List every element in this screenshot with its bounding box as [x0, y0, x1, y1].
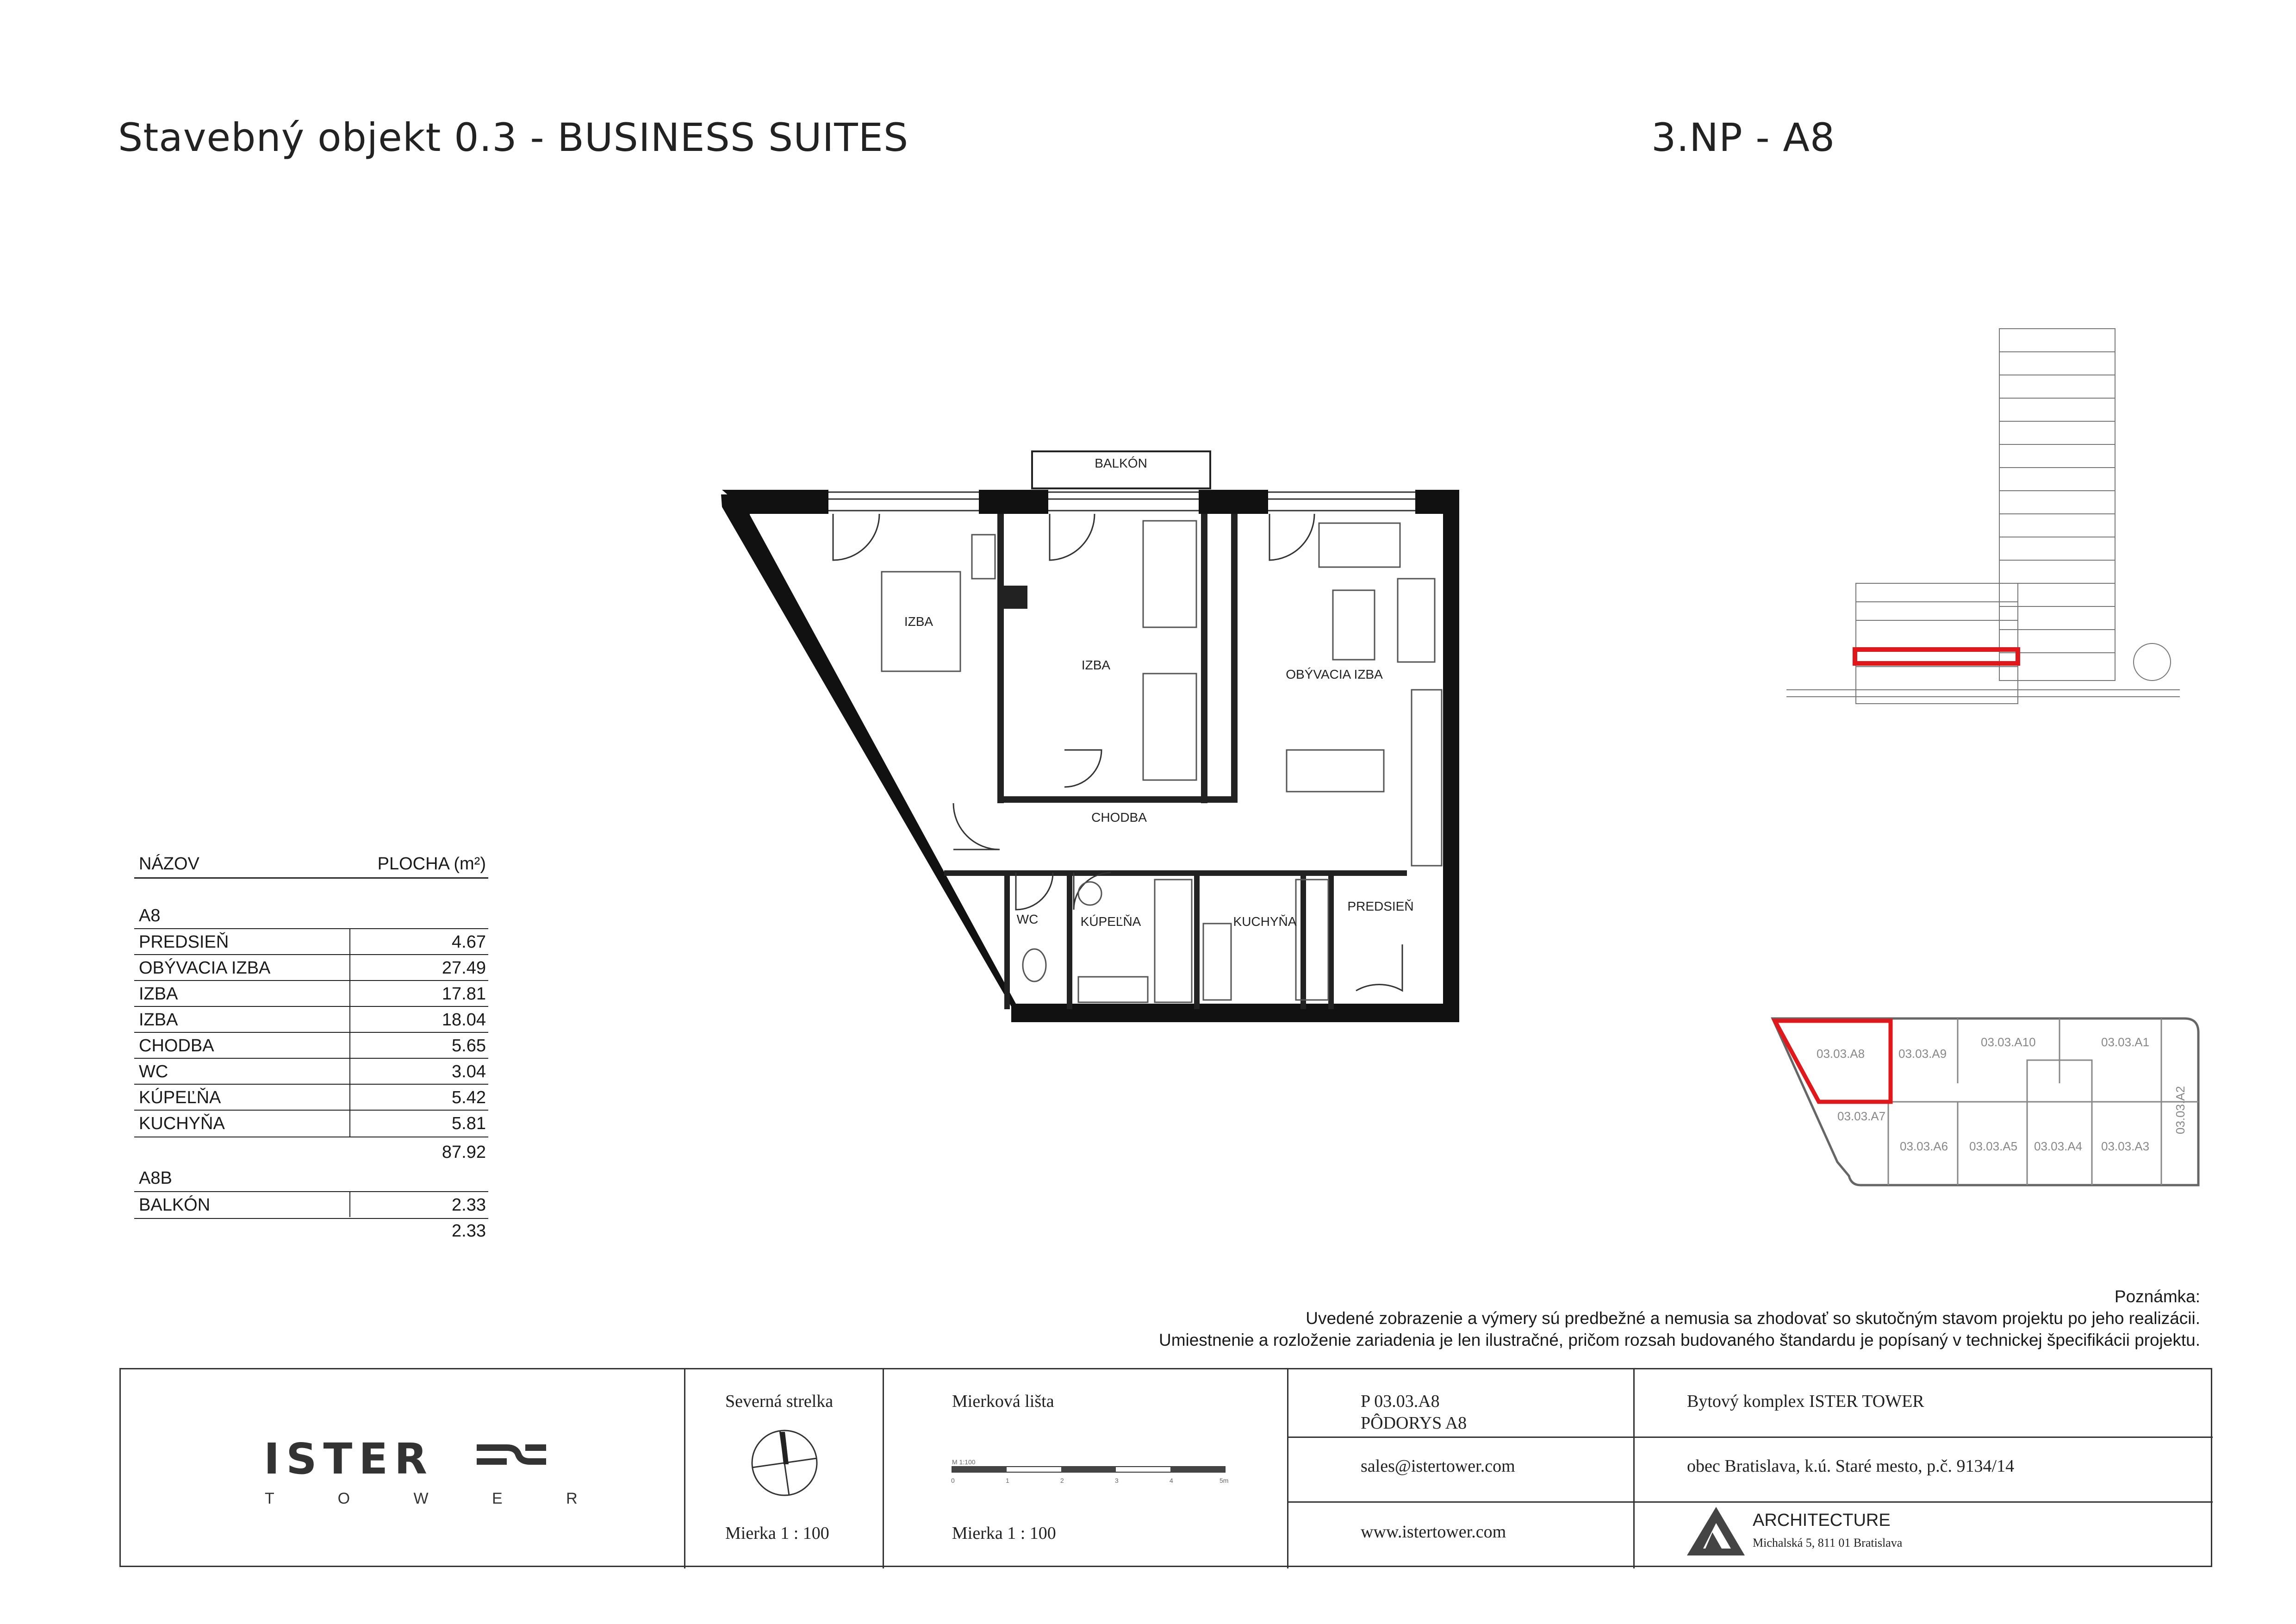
tower-logo-sub: T O W E R	[265, 1490, 607, 1507]
scalebar-small-label: M 1:100	[952, 1458, 976, 1466]
scale-bar	[951, 1466, 1233, 1475]
unit-title: 3.NP - A8	[1651, 115, 1836, 160]
website-link[interactable]: www.istertower.com	[1361, 1522, 1506, 1542]
project-title: Stavebný objekt 0.3 - BUSINESS SUITES	[118, 115, 909, 160]
table-row	[134, 1032, 488, 1059]
group-total-value: 87.92	[442, 1143, 486, 1162]
scale-text: Mierka 1 : 100	[725, 1524, 829, 1543]
group-header	[134, 903, 488, 929]
note-heading: Poznámka:	[2114, 1287, 2200, 1306]
key-plan	[1768, 1009, 2212, 1204]
drawing-code: P 03.03.A8	[1361, 1392, 1440, 1411]
table-row	[134, 1084, 488, 1111]
email-link[interactable]: sales@istertower.com	[1361, 1456, 1515, 1476]
architect-address: Michalská 5, 811 01 Bratislava	[1753, 1536, 1903, 1549]
table-row	[134, 1006, 488, 1033]
table-col-divider	[349, 928, 350, 1137]
table-divider	[134, 877, 488, 879]
keyplan-unit: 03.03.A5	[1969, 1139, 2018, 1153]
keyplan-unit: 03.03.A8	[1817, 1047, 1865, 1061]
row-area: 5.65	[452, 1036, 486, 1056]
bathroom-label: KÚPEĽŇA	[1080, 914, 1141, 929]
row-area: 27.49	[442, 958, 486, 978]
keyplan-unit: 03.03.A4	[2034, 1139, 2083, 1153]
keyplan-unit: 03.03.A7	[1837, 1109, 1886, 1123]
row-name: OBÝVACIA IZBA	[139, 958, 271, 978]
group-header	[134, 1165, 488, 1191]
row-area: 5.81	[452, 1114, 486, 1133]
row-name: IZBA	[139, 1010, 178, 1030]
ister-logo: ISTER	[264, 1434, 434, 1484]
row-name: KÚPEĽŇA	[139, 1088, 221, 1107]
table-row	[134, 1191, 488, 1219]
table-row	[134, 980, 488, 1007]
table-col-divider	[349, 1191, 350, 1217]
scale-tick: 0	[951, 1477, 955, 1484]
row-name: KUCHYŇA	[139, 1114, 225, 1133]
drawing-name: PÔDORYS A8	[1361, 1413, 1467, 1433]
row-name: IZBA	[139, 984, 178, 1004]
keyplan-unit: 03.03.A3	[2101, 1139, 2150, 1153]
table-header	[134, 851, 488, 877]
keyplan-unit: 03.03.A6	[1900, 1139, 1948, 1153]
scale-tick: 3	[1115, 1477, 1119, 1484]
interior-walls	[944, 514, 1407, 1009]
row-area: 3.04	[452, 1062, 486, 1081]
kitchen-label: KUCHYŇA	[1233, 914, 1297, 929]
project-name: Bytový komplex ISTER TOWER	[1687, 1392, 1924, 1411]
north-arrow-label: Severná strelka	[725, 1392, 834, 1411]
scale-tick: 2	[1060, 1477, 1064, 1484]
living-room-label: OBÝVACIA IZBA	[1286, 667, 1383, 681]
balcony-label: BALKÓN	[1095, 456, 1147, 470]
group-total	[134, 1218, 488, 1244]
row-area: 5.42	[452, 1088, 486, 1107]
row-name: BALKÓN	[139, 1195, 211, 1215]
note-line: Uvedené zobrazenie a výmery sú predbežné a nemusia sa zhodovať so skutočným stavom projektu po jeho realizácii.	[1306, 1309, 2200, 1328]
col-name-header: NÁZOV	[139, 854, 199, 874]
scalebar-label: Mierková lišta	[952, 1392, 1054, 1411]
logo-wave-icon	[474, 1441, 548, 1473]
table-row	[134, 928, 488, 955]
keyplan-unit: 03.03.A10	[1981, 1035, 2036, 1049]
tower-elevation-icon	[1782, 324, 2189, 731]
row-area: 18.04	[442, 1010, 486, 1030]
col-area-header: PLOCHA (m²)	[377, 854, 486, 874]
scale-tick: 5m	[1220, 1477, 1229, 1484]
scale-tick: 1	[1006, 1477, 1009, 1484]
keyplan-unit: 03.03.A1	[2101, 1035, 2150, 1049]
group-total	[134, 1139, 488, 1165]
wc-label: WC	[1016, 912, 1039, 926]
scale-text: Mierka 1 : 100	[952, 1524, 1056, 1543]
row-area: 2.33	[452, 1195, 486, 1215]
row-name: PREDSIEŇ	[139, 932, 229, 952]
row-name: CHODBA	[139, 1036, 214, 1056]
row-area: 4.67	[452, 932, 486, 952]
architect-name: ARCHITECTURE	[1753, 1511, 1891, 1530]
table-row	[134, 954, 488, 981]
windows	[828, 492, 1415, 511]
group-total-value: 2.33	[452, 1221, 486, 1241]
row-name: WC	[139, 1062, 168, 1081]
table-row	[134, 1110, 488, 1137]
hall-label: PREDSIEŇ	[1347, 899, 1414, 913]
room1-label: IZBA	[904, 614, 933, 629]
room2-label: IZBA	[1081, 658, 1111, 672]
group-name: A8B	[139, 1168, 172, 1188]
table-row	[134, 1058, 488, 1085]
north-arrow-icon	[750, 1428, 819, 1498]
corridor-label: CHODBA	[1091, 810, 1147, 824]
row-area: 17.81	[442, 984, 486, 1004]
scale-tick: 4	[1170, 1477, 1173, 1484]
furniture	[882, 521, 1442, 1002]
architecture-logo-icon	[1685, 1505, 1747, 1558]
floor-highlight	[1855, 650, 2018, 663]
exterior-walls	[721, 490, 1459, 1022]
keyplan-unit: 03.03.A2	[2173, 1086, 2187, 1134]
note-line: Umiestnenie a rozloženie zariadenia je len ilustračné, pričom rozsah budovaného štandardu je popísaný v technickej špecifikácii projektu.	[1158, 1330, 2200, 1349]
keyplan-unit: 03.03.A9	[1898, 1047, 1947, 1061]
group-name: A8	[139, 906, 161, 925]
project-location: obec Bratislava, k.ú. Staré mesto, p.č. 9134/14	[1687, 1456, 2015, 1476]
